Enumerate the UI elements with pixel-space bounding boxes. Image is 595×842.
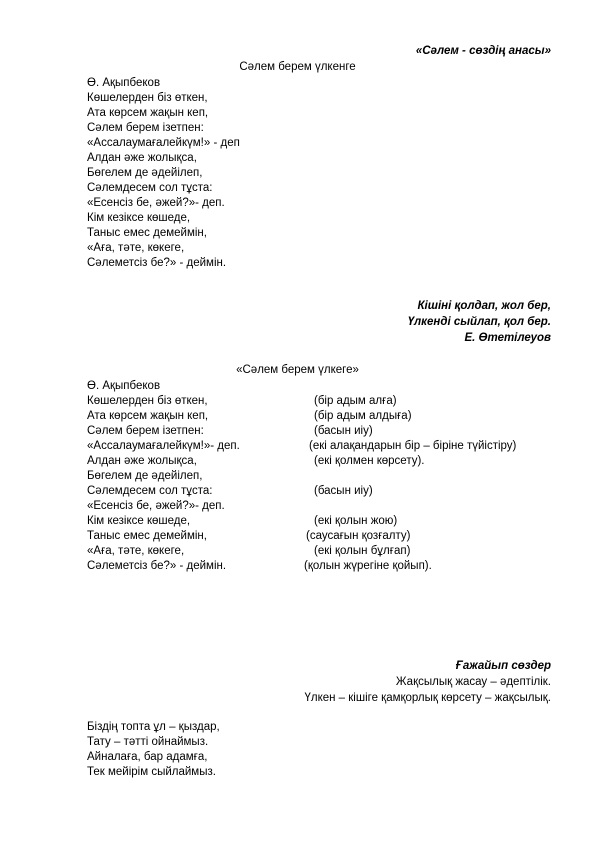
gesture-instruction: (саусағын қозғалту): [306, 530, 411, 542]
poem-line: «Аға, тәте, көкеге,: [87, 545, 185, 557]
proverb-line: Үлкенді сыйлап, қол бер.: [407, 316, 551, 328]
poem-line: Кім кезіксе көшеде,: [87, 212, 191, 224]
poem-line: Сәлеметсіз бе?» - деймін.: [87, 560, 227, 572]
poem-row: [87, 544, 516, 559]
poem-line: Айналаға, бар адамға,: [87, 751, 208, 763]
poem-row: [87, 394, 516, 409]
section-title: Ғажайып сөздер: [455, 660, 551, 672]
proverb-author: Е. Өтетілеуов: [464, 332, 551, 344]
poem-line: Алдан әже жолықса,: [87, 152, 197, 164]
poem-line: Сәлемдесем сол тұста:: [87, 485, 213, 497]
poem-title: Сәлем берем үлкенге: [239, 61, 356, 73]
gesture-instruction: (екі қолын бұлғап): [314, 545, 411, 557]
gesture-instruction: (бір адым алдыға): [314, 410, 412, 422]
poem-line: Сәлем берем ізетпен:: [87, 425, 204, 437]
poem-line: «Есенсіз бе, әжей?»- деп.: [87, 197, 225, 209]
poem-row: [87, 409, 516, 424]
gesture-instruction: (қолын жүрегіне қойып).: [304, 560, 432, 572]
poem-line: Сәлеметсіз бе?» - деймін.: [87, 257, 227, 269]
poem-row: [87, 439, 516, 454]
saying-line: Жақсылық жасау – әдептілік.: [395, 676, 551, 688]
poem-row: [87, 424, 516, 439]
poem-lines: [87, 720, 220, 780]
poem-line: «Аға, тәте, көкеге,: [87, 242, 185, 254]
poem-line: Көшелерден біз өткен,: [87, 395, 208, 407]
poem-lines: [87, 91, 240, 271]
gesture-instruction: (басын иіу): [314, 425, 373, 437]
poem-line: Алдан әже жолықса,: [87, 455, 197, 467]
poem-line: Біздің топта ұл – қыздар,: [87, 721, 220, 733]
poem-row: [87, 484, 516, 499]
poem-row: [87, 499, 516, 514]
gesture-instruction: (екі қолын жою): [314, 515, 398, 527]
poem3: [87, 720, 220, 780]
poem-line: «Ассалаумағалейкүм!» - деп: [87, 137, 240, 149]
section-subtitle: «Сәлем - сөздің анасы»: [415, 45, 551, 57]
gesture-instruction: (бір адым алға): [314, 395, 397, 407]
poem-line: Сәлемдесем сол тұста:: [87, 182, 213, 194]
poem-line: Таныс емес демеймін,: [87, 530, 207, 542]
poem2: [87, 379, 516, 574]
poem-line: Тек мейірім сыйлаймыз.: [87, 766, 216, 778]
poem-row: [87, 469, 516, 484]
poem-line: «Есенсіз бе, әжей?»- деп.: [87, 500, 225, 512]
gesture-instruction: (екі қолмен көрсету).: [314, 455, 425, 467]
poem-line: Ата көрсем жақын кеп,: [87, 410, 209, 422]
poem-row: [87, 559, 516, 574]
poem-line: Сәлем берем ізетпен:: [87, 122, 204, 134]
poem1: [87, 76, 240, 271]
poem-row: [87, 454, 516, 469]
saying-line: Үлкен – кішіге қамқорлық көрсету – жақсылық.: [304, 692, 551, 704]
poem-row: [87, 514, 516, 529]
poem-author: Ө. Ақыпбеков: [87, 380, 161, 392]
poem-line: Ата көрсем жақын кеп,: [87, 107, 209, 119]
poem-title: «Сәлем берем үлкеге»: [236, 364, 359, 376]
poem-line: Бөгелем де әдейілеп,: [87, 167, 203, 179]
poem-line: «Ассалаумағалейкүм!»- деп.: [87, 440, 240, 452]
poem-rows: [87, 394, 516, 574]
proverb-line: Кішіні қолдап, жол бер,: [417, 300, 551, 312]
poem-row: [87, 529, 516, 544]
poem-line: Көшелерден біз өткен,: [87, 92, 208, 104]
poem-line: Таныс емес демеймін,: [87, 227, 207, 239]
poem-line: Бөгелем де әдейілеп,: [87, 470, 203, 482]
gesture-instruction: (басын иіу): [314, 485, 373, 497]
gesture-instruction: (екі алақандарын бір – біріне түйістіру): [309, 440, 517, 452]
poem-line: Тату – тәтті ойнаймыз.: [87, 736, 209, 748]
poem-line: Кім кезіксе көшеде,: [87, 515, 191, 527]
poem-author: Ө. Ақыпбеков: [87, 77, 161, 89]
